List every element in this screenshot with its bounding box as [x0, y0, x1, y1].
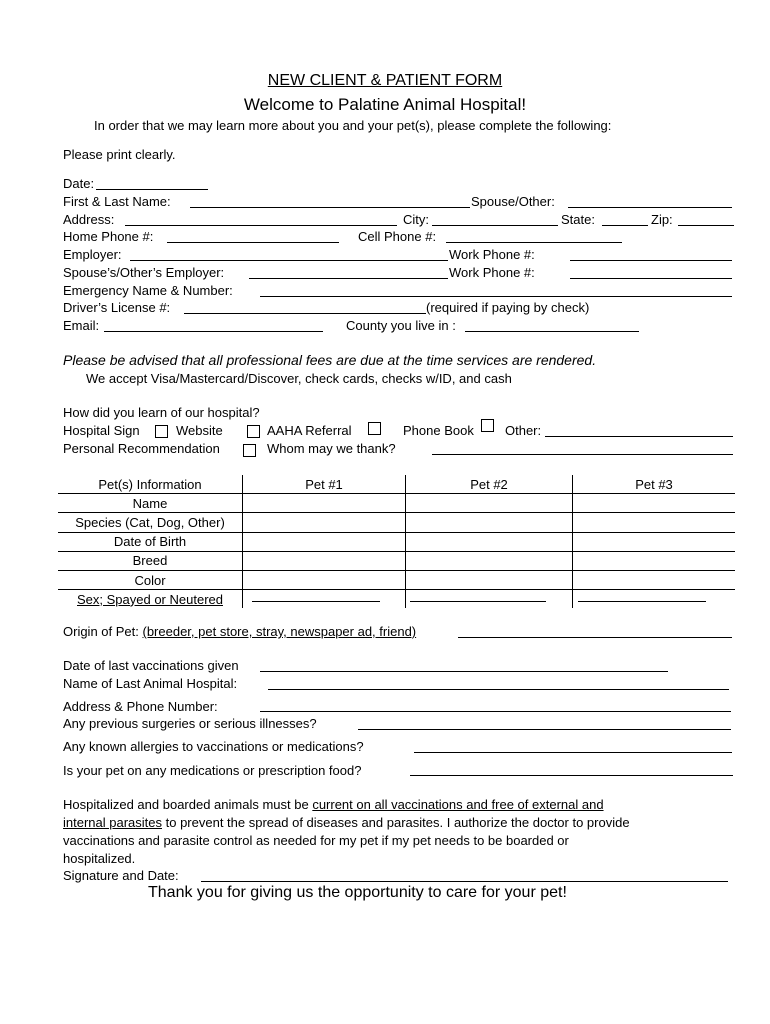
- work-phone-field[interactable]: [570, 260, 732, 261]
- allergies-field[interactable]: [414, 752, 732, 753]
- signature-label: Signature and Date:: [63, 868, 179, 883]
- row-label-color: Color: [58, 570, 243, 589]
- form-title: NEW CLIENT & PATIENT FORM: [267, 72, 503, 89]
- payment-notice: Please be advised that all professional fees are due at the time services are rendered.: [63, 352, 597, 368]
- row-label-breed: Breed: [58, 551, 243, 570]
- row-label-dob: Date of Birth: [58, 532, 243, 551]
- referral-question: How did you learn of our hospital?: [63, 405, 260, 420]
- allergies-label: Any known allergies to vaccinations or medications?: [63, 739, 364, 754]
- pet1-sex-underline: [252, 601, 380, 602]
- cell-phone-field[interactable]: [446, 242, 622, 243]
- website-label: Website: [176, 423, 223, 438]
- work-phone-label: Work Phone #:: [449, 247, 535, 262]
- pet1-species-cell[interactable]: [243, 513, 406, 532]
- pet3-header: Pet #3: [573, 475, 736, 494]
- origin-label-text: Origin of Pet:: [63, 624, 139, 639]
- spouse-label: Spouse/Other:: [471, 194, 555, 209]
- license-field[interactable]: [184, 313, 426, 314]
- pet1-name-cell[interactable]: [243, 494, 406, 513]
- row-label-sex: [58, 590, 243, 609]
- pet3-sex-cell[interactable]: [573, 590, 736, 609]
- zip-label: Zip:: [651, 212, 673, 227]
- pet3-name-cell[interactable]: [573, 494, 736, 513]
- pet2-color-cell[interactable]: [406, 570, 573, 589]
- address-phone-field[interactable]: [260, 711, 731, 712]
- pet2-breed-cell[interactable]: [406, 551, 573, 570]
- pet3-sex-underline: [578, 601, 706, 602]
- home-phone-field[interactable]: [167, 242, 339, 243]
- origin-options: (breeder, pet store, stray, newspaper ad, friend): [142, 624, 417, 639]
- pet2-dob-cell[interactable]: [406, 532, 573, 551]
- personal-recommendation-label: Personal Recommendation: [63, 441, 220, 456]
- address-phone-label: Address & Phone Number:: [63, 699, 218, 714]
- emergency-field[interactable]: [260, 296, 732, 297]
- pet2-name-cell[interactable]: [406, 494, 573, 513]
- signature-field[interactable]: [201, 881, 728, 882]
- aaha-label: AAHA Referral: [267, 423, 352, 438]
- row-label-name: Name: [58, 494, 243, 513]
- surgeries-field[interactable]: [358, 729, 731, 730]
- website-checkbox[interactable]: [247, 425, 260, 438]
- pet1-dob-cell[interactable]: [243, 532, 406, 551]
- name-field[interactable]: [190, 207, 470, 208]
- surgeries-label: Any previous surgeries or serious illnesses?: [63, 716, 317, 731]
- aaha-checkbox[interactable]: [368, 422, 381, 435]
- consent-line-2: [63, 815, 630, 831]
- medications-label: Is your pet on any medications or prescription food?: [63, 763, 362, 778]
- pet2-header: Pet #2: [406, 475, 573, 494]
- address-label: Address:: [63, 212, 115, 227]
- consent-p1: Hospitalized and boarded animals must be: [63, 797, 313, 812]
- pet1-sex-cell[interactable]: [243, 590, 406, 609]
- address-field[interactable]: [125, 225, 397, 226]
- medications-field[interactable]: [410, 775, 733, 776]
- pets-info-header: Pet(s) Information: [58, 475, 243, 494]
- consent-p1-underlined: current on all vaccinations and free of external and: [312, 797, 604, 812]
- emergency-label: Emergency Name & Number:: [63, 283, 233, 298]
- zip-field[interactable]: [678, 225, 734, 226]
- pet2-sex-cell[interactable]: [406, 590, 573, 609]
- phone-book-label: Phone Book: [403, 423, 474, 438]
- welcome-heading: Welcome to Palatine Animal Hospital!: [243, 95, 527, 114]
- consent-p2: to prevent the spread of diseases and parasites. I authorize the doctor to provide: [162, 815, 630, 830]
- email-label: Email:: [63, 318, 100, 333]
- pet2-sex-underline: [410, 601, 546, 602]
- pet3-color-cell[interactable]: [573, 570, 736, 589]
- whom-label: Whom may we thank?: [267, 441, 396, 456]
- city-field[interactable]: [432, 225, 558, 226]
- intro-text: In order that we may learn more about you and your pet(s), please complete the following:: [94, 118, 612, 133]
- license-note: (required if paying by check): [426, 300, 590, 315]
- hospital-sign-label: Hospital Sign: [63, 423, 140, 438]
- license-label: Driver’s License #:: [63, 300, 171, 315]
- work-phone-2-field[interactable]: [570, 278, 732, 279]
- consent-line-3: vaccinations and parasite control as needed for my pet if my pet needs to be boarded or: [63, 833, 569, 848]
- pet1-header: Pet #1: [243, 475, 406, 494]
- county-label: County you live in :: [346, 318, 456, 333]
- date-label: Date:: [63, 176, 95, 191]
- thanks-text: Thank you for giving us the opportunity to care for your pet!: [148, 884, 567, 901]
- state-label: State:: [561, 212, 595, 227]
- home-phone-label: Home Phone #:: [63, 229, 154, 244]
- state-field[interactable]: [602, 225, 648, 226]
- pets-table: [58, 475, 735, 608]
- last-hospital-field[interactable]: [268, 689, 729, 690]
- whom-field[interactable]: [432, 454, 733, 455]
- consent-p2-underlined: internal parasites: [63, 815, 162, 830]
- payment-accepted: We accept Visa/Mastercard/Discover, check cards, checks w/ID, and cash: [86, 371, 512, 386]
- spouse-employer-label: Spouse’s/Other’s Employer:: [63, 265, 225, 280]
- city-label: City:: [403, 212, 429, 227]
- employer-label: Employer:: [63, 247, 122, 262]
- vaccination-label: Date of last vaccinations given: [63, 658, 239, 673]
- origin-field[interactable]: [458, 637, 732, 638]
- row-label-sex-text: Sex; Spayed or Neutered: [77, 591, 223, 607]
- work-phone-2-label: Work Phone #:: [449, 265, 535, 280]
- spouse-field[interactable]: [568, 207, 732, 208]
- hospital-sign-checkbox[interactable]: [155, 425, 168, 438]
- vaccination-field[interactable]: [260, 671, 668, 672]
- employer-field[interactable]: [130, 260, 448, 261]
- county-field[interactable]: [465, 331, 639, 332]
- row-label-species: Species (Cat, Dog, Other): [58, 513, 243, 532]
- email-field[interactable]: [104, 331, 323, 332]
- last-hospital-label: Name of Last Animal Hospital:: [63, 676, 238, 691]
- name-label: First & Last Name:: [63, 194, 171, 209]
- pet1-color-cell[interactable]: [243, 570, 406, 589]
- other-label: Other:: [505, 423, 542, 438]
- spouse-employer-field[interactable]: [249, 278, 448, 279]
- date-field[interactable]: [96, 189, 208, 190]
- consent-line-4: hospitalized.: [63, 851, 136, 866]
- pet1-breed-cell[interactable]: [243, 551, 406, 570]
- pet3-species-cell[interactable]: [573, 513, 736, 532]
- personal-recommendation-checkbox[interactable]: [243, 444, 256, 457]
- other-field[interactable]: [545, 436, 733, 437]
- phone-book-checkbox[interactable]: [481, 419, 494, 432]
- pet3-dob-cell[interactable]: [573, 532, 736, 551]
- consent-line-1: [63, 797, 604, 813]
- pet2-species-cell[interactable]: [406, 513, 573, 532]
- print-clearly-text: Please print clearly.: [63, 147, 176, 162]
- cell-phone-label: Cell Phone #:: [358, 229, 437, 244]
- origin-label: [63, 624, 416, 640]
- pet3-breed-cell[interactable]: [573, 551, 736, 570]
